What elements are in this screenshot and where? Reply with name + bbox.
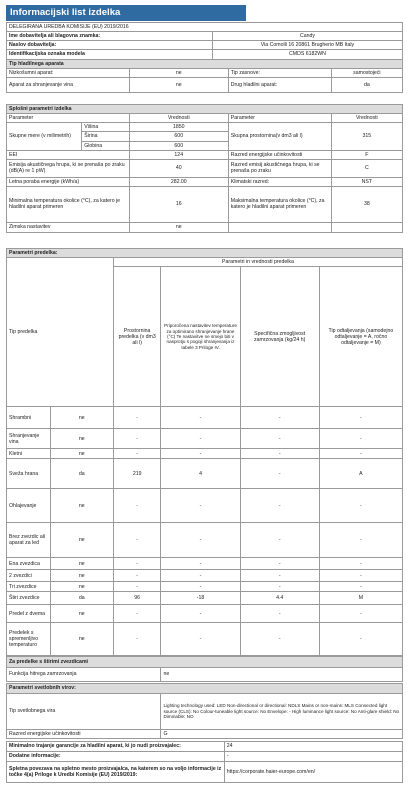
- energy-class-label: Razred energijske učinkovitosti: [228, 150, 331, 159]
- wine-label: Aparat za shranjevanje vina: [7, 78, 130, 93]
- page-title: Informacijski list izdelka: [6, 5, 246, 21]
- param-header-2: Parameter: [228, 114, 331, 123]
- compartment-values-header: Parametri in vrednosti predelka: [113, 258, 402, 267]
- appliance-type-title: Tip hladilnega aparata: [7, 60, 403, 69]
- address-label: Naslov dobavitelja:: [7, 41, 213, 50]
- address-value: Via Comolli 16 20861 Brugherio MB Italy: [212, 41, 402, 50]
- max-temp-value: 38: [331, 186, 402, 222]
- other-appliance-value: da: [331, 78, 402, 93]
- general-params-section: [6, 104, 403, 233]
- total-volume-label: Skupna prostornina(v dm3 ali l): [228, 123, 331, 150]
- low-noise-label: Nizkošumni aparat:: [7, 69, 130, 78]
- warranty-label: Minimalno trajanje garancije za hladilni aparat, ki jo nudi proizvajalec:: [7, 742, 225, 752]
- delegated-regulation: DELEGIRANA UREDBA KOMISIJE (EU) 2019/2016: [7, 23, 403, 32]
- depth-label: Globina: [82, 141, 130, 150]
- warranty-value: 24: [224, 742, 402, 752]
- design-type-value: samostojeći: [331, 69, 402, 78]
- compartment-row: Shrambni ne - - - -: [7, 407, 403, 429]
- compartment-row: Tri zvezdice ne - - - -: [7, 582, 403, 592]
- compartment-row: Ohlajevanje ne - - - -: [7, 489, 403, 523]
- compartment-freeze-header: Specifična zmogljivost zamrzovanja (kg/24 h): [240, 267, 319, 407]
- light-type-label: Tip svetlobnega vira: [7, 694, 161, 730]
- compartment-row: Brez zvezdic ali aparat za led ne - - - -: [7, 523, 403, 558]
- compartment-row: Kletni ne - - - -: [7, 449, 403, 459]
- light-type-value: Lighting technology used: LED Non-directional or directional: NDLS Mains or non-mains: MLS Connected light source (CLS): No Colour-tuneable light source: No Envelope: - High luminance light source: No Anti-glare shield: No Dimmable: NO: [161, 694, 403, 730]
- compartment-row: Predel z dvema ne - - - -: [7, 605, 403, 623]
- compartment-row: Shranjevanje vina ne - - - -: [7, 429, 403, 449]
- annual-energy-value: 282.00: [129, 177, 228, 186]
- compartment-row: Ena zvezdica ne - - - -: [7, 558, 403, 570]
- value-header: Vrednosti: [129, 114, 228, 123]
- compartment-row: 2 zvezdici ne - - - -: [7, 570, 403, 582]
- additional-info-label: Dodatne informacije:: [7, 752, 225, 762]
- fast-freeze-label: Funkcija hitrega zamrzovanja: [7, 668, 161, 682]
- fast-freeze-value: ne: [161, 668, 403, 682]
- compartment-temp-header: Priporočena nastavitev temperature za optimirano shranjevanje hrane (°C) Te nastavitve ne smejo biti v nasprotju s pogoji shranjevanja iz tabele 3 Priloge IV.: [161, 267, 240, 407]
- height-label: Višina: [82, 123, 130, 132]
- general-params-title: Splošni parametri izdelka: [7, 105, 403, 114]
- winter-setting-label: Zimska nastavitev: [7, 222, 130, 232]
- compartment-row: Predelek s spremenljivo temperaturo ne - - - -: [7, 623, 403, 656]
- width-value: 600: [129, 132, 228, 141]
- dimensions-label: Skupne mere (v milimetrih): [7, 123, 82, 150]
- appliance-type-section: [6, 59, 403, 93]
- light-class-value: G: [161, 730, 403, 739]
- eei-label: EEI: [7, 150, 130, 159]
- height-value: 1850: [129, 123, 228, 132]
- model-value: CMDS 6182WN: [212, 50, 402, 59]
- additional-info-value: -: [224, 752, 402, 762]
- energy-class-value: F: [331, 150, 402, 159]
- wine-value: ne: [129, 78, 228, 93]
- min-temp-label: Minimalna temperatura okolice (°C), za katero je hladilni aparat primeren: [7, 186, 130, 222]
- supplier-label: Ime dobavitelja ali blagovna znamka:: [7, 32, 213, 41]
- noise-emission-label: Emisija akustičnega hrupa, ki se prenaša po zraku (dB(A) re 1 pW): [7, 159, 130, 177]
- noise-emission-value: 40: [129, 159, 228, 177]
- four-star-section: [6, 656, 403, 682]
- four-star-title: Za predelke s štirimi zvezdicami: [7, 657, 403, 668]
- compartment-row: Sveža hrana da 219 4 - A: [7, 459, 403, 489]
- compartment-section: [6, 248, 403, 656]
- width-label: Širina: [82, 132, 130, 141]
- supplier-value: Candy: [212, 32, 402, 41]
- light-source-section: [6, 683, 403, 739]
- winter-setting-value: ne: [129, 222, 228, 232]
- noise-class-value: C: [331, 159, 402, 177]
- light-source-title: Parametri svetlobnih virov:: [7, 684, 403, 694]
- climate-class-label: Klimatski razred:: [228, 177, 331, 186]
- noise-class-label: Razred emisij akustičnega hrupa, ki se prenaša po zraku: [228, 159, 331, 177]
- min-temp-value: 16: [129, 186, 228, 222]
- manufacturer-link[interactable]: https://corporate.haier-europe.com/en/: [224, 762, 402, 783]
- compartment-defrost-header: Tip odtaljevanja (samodejno odtaljevanje = A, ročno odtaljevanje = M): [319, 267, 402, 407]
- value-header-2: Vrednosti: [331, 114, 402, 123]
- depth-value: 600: [129, 141, 228, 150]
- max-temp-label: Maksimalna temperatura okolice (°C), za katero je hladilni aparat primeren: [228, 186, 331, 222]
- model-label: Identifikacijska oznaka modela: [7, 50, 213, 59]
- total-volume-value: 315: [331, 123, 402, 150]
- other-appliance-label: Drug hladilni aparat:: [228, 78, 331, 93]
- compartment-row: Štiri zvezdice da 96 -18 4.4 M: [7, 592, 403, 605]
- compartment-title: Parametri predelka:: [7, 249, 403, 258]
- manufacturer-link-label: Spletna povezava na spletno mesto proizvajalca, na katerem so na voljo informacije iz točke 4(a) Priloge k Uredbi Komisije (EU) 2019/2019:: [7, 762, 225, 783]
- light-class-label: Razred energijske učinkovitosti: [7, 730, 161, 739]
- climate-class-value: NST: [331, 177, 402, 186]
- compartment-volume-header: Prostornina predelka (v dm3 ali l): [113, 267, 161, 407]
- param-header: Parameter: [7, 114, 130, 123]
- eei-value: 124: [129, 150, 228, 159]
- design-type-label: Tip zasnove:: [228, 69, 331, 78]
- compartment-type-header: Tip predelka: [7, 258, 114, 407]
- low-noise-value: ne: [129, 69, 228, 78]
- warranty-section: [6, 741, 403, 783]
- supplier-section: [6, 22, 403, 60]
- annual-energy-label: Letna poraba energije (kWh/a): [7, 177, 130, 186]
